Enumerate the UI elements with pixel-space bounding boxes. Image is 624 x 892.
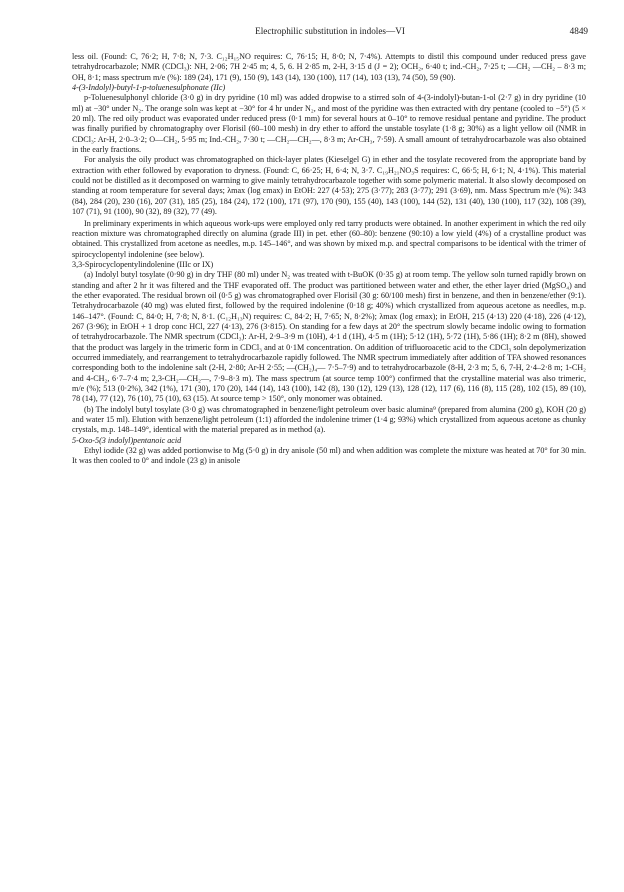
article-body [72,52,586,884]
paragraph-method-a: (a) Indolyl butyl tosylate (0·90 g) in dry THF (80 ml) under N₂ was treated with t-BuOK (0·35 g) at room temp. The yellow soln turned rapidly brown on standing and after 2 hr it was filtered and the THF evaporated off. The product was partitioned between water and ether, the ether layer dried (MgSO₄) and the ether evaporated. The residual brown oil (0·5 g) was chromatographed over Florisil (30 g: 60/100 mesh) first in benzene, and then in benzene/ether (9:1). Tetrahydrocarbazole (40 mg) was eluted first, followed by the required indolenine (0·18 g; 40%) which crystallized from aqueous acetone as needles, m.p. 146–147°. (Found: C, 84·0; H, 7·8; N, 8·1. (C₁₂H₁₃N) requires: C, 84·2; H, 7·65; N, 8·2%); λmax (log εmax); in EtOH, 215 (4·13) 220 (4·18), 226 (4·12), 267 (3·96); in EtOH + 1 drop conc HCl, 227 (4·13), 276 (3·815). On standing for a few days at 20° the spectrum slowly became indolic owing to formation of tetrahydrocarbazole. The NMR spectrum (CDCl₃): Ar-H, 2·9–3·9 m (10H), 4·1 d (1H), 4·5 m (1H); 5·12 (1H), 5·72 (1H), 5·86 (1H); 8·2 m (8H), showed that the product was largely in the trimeric form in CDCl₃ and at 0·1M concentration. On addition of trifluoroacetic acid to the CDCl₃ soln depolymerization occurred immediately, and rearrangement to tetrahydrocarbazole rapidly followed. The NMR spectrum immediately after addition of TFA showed resonances corresponding both to the indolenine salt (2-H, 2·80; Ar-H 2·55; —(CH₂)₄— 7·5–7·9) and to tetrahydrocarbazole (8-H, 2·3 m; 5, 6, 7-H, 2·4–2·8 m; 1-CH₂ and 4-CH₂, 6·7–7·4 m; 2,3-CH₂—CH₂—, 7·9–8·3 m). The mass spectrum (at source temp 100°) confirmed that the crystalline material was also trimeric, m/e (%); 513 (0·2%), 342 (1%), 171 (30), 170 (20), 144 (14), 143 (100), 142 (8), 130 (12), 129 (13), 128 (12), 117 (6), 116 (8), 115 (28), 102 (15), 89 (10), 78 (14), 77 (12), 76 (10), 75 (10), 63 (15). At source temp > 150°, only monomer was obtained. [72,270,586,404]
paragraph-oxo-acid: Ethyl iodide (32 g) was added portionwise to Mg (5·0 g) in dry anisole (50 ml) and when addition was complete the mixture was heated at 70° for 30 min. It was then cooled to 0° and indole (23 g) in anisole [72,446,586,466]
page-header [72,26,588,40]
page-number: 4849 [569,26,588,36]
running-title: Electrophilic substitution in indoles—VI [255,26,405,36]
section-heading-spiro: 3,3-Spirocyclopentylindolenine (IIIc or IX) [72,259,214,269]
paragraph-tosylate-prep: p-Toluenesulphonyl chloride (3·0 g) in dry pyridine (10 ml) was added dropwise to a stirred soln of 4-(3-indolyl)-butan-1-ol (2·7 g) in dry pyridine (10 ml) at −30° under N₂. The orange soln was kept at −30° for 4 hr under N₂, and most of the pyridine was then extracted with dry pentane (cooled to −5°) (5 × 20 ml). The red oily product was evaporated under reduced press (0·1 mm) for several hours at 0–10° to remove residual pentane and pyridine. The product was finally purified by chromatography over Florisil (60–100 mesh) in dry ether to afford the unstable tosylate (1·8 g; 30%) as a light yellow oil (NMR in CDCl₃: Ar-H, 2·0–3·2; O—CH₂, 5·95 m; Ind.-CH₂, 7·30 t; —CH₂—CH₂—, 8·3 m; Ar-CH₃, 7·59). A small amount of tetrahydrocarbazole was also obtained in the early fractions. [72,93,586,155]
paragraph-tosylate-analysis: For analysis the oily product was chromatographed on thick-layer plates (Kieselgel G) in ether and the tosylate recovered from the appropriate band by extraction with ether followed by evaporation to dryness. (Found: C, 66·25; H, 6·4; N, 3·7. C₁₉H₂₁NO₃S requires: C, 66·5; H, 6·1; N, 4·1%). This material could not be distilled as it decomposed on warming to give mainly tetrahydrocarbazole together with some polymeric material. It also slowly decomposed on standing at room temperature for several days; λmax (log εmax) in EtOH: 227 (4·53); 275 (3·77); 283 (3·77); 291 (3·69), nm. Mass Spectrum m/e (%): 343 (84), 284 (20), 230 (16), 207 (31), 185 (25), 184 (24), 172 (100), 171 (97), 170 (90), 155 (40), 143 (100), 144 (52), 131 (40), 130 (100), 117 (32), 108 (39), 107 (71), 91 (100), 90 (32), 89 (32), 77 (49). [72,155,586,217]
section-heading-tosylate: 4-(3-Indolyl)-butyl-1-p-toluenesulphonate (IIc) [72,83,226,93]
paragraph-continuation: less oil. (Found: C, 76·2; H, 7·8; N, 7·3. C₁₂H₁₅NO requires: C, 76·15; H, 8·0; N, 7·4%). Attempts to distil this compound under reduced press gave tetrahydrocarbazole; NMR (CDCl₃): NH, 2·06; 7H 2·45 m; 4, 5, 6. H 2·85 m, 2-H, 3·15 d (J = 2); OCH₂, 6·40 t; ind.-CH₂, 7·25 t; —CH₂ —CH₂ – 8·3 m; OH, 8·1; mass spectrum m/e (%): 189 (24), 171 (9), 150 (9), 143 (14), 130 (100), 117 (14), 103 (13), 74 (50), 59 (90). [72,52,586,82]
section-heading-oxo-acid: 5-Oxo-5(3 indolyl)pentanoic acid [72,435,182,445]
paragraph-method-b: (b) The indolyl butyl tosylate (3·0 g) was chromatographed in benzene/light petroleum over basic alumina⁹ (prepared from alumina (200 g), KOH (20 g) and water 15 ml). Elution with benzene/light petroleum (1:1) afforded the indolenine trimer (1·4 g; 93%) which crystallized from aqueous acetone as chunky crystals, m.p. 148–149°, identical with the material prepared as in method (a). [72,404,586,435]
paragraph-preliminary-experiments: In preliminary experiments in which aqueous work-ups were employed only red tarry products were obtained. In another experiment in which the red oily reaction mixture was chromatographed directly on alumina (grade III) in pet. ether (60–80): benzene (90:10) a low yield (4%) of a crystalline product was obtained. This crystallized from acetone as needles, m.p. 145–146°, and was shown by mixed m.p. and spectral comparisons to be identical with the trimer of spirocyclopentyl indolenine (see below). [72,218,586,259]
